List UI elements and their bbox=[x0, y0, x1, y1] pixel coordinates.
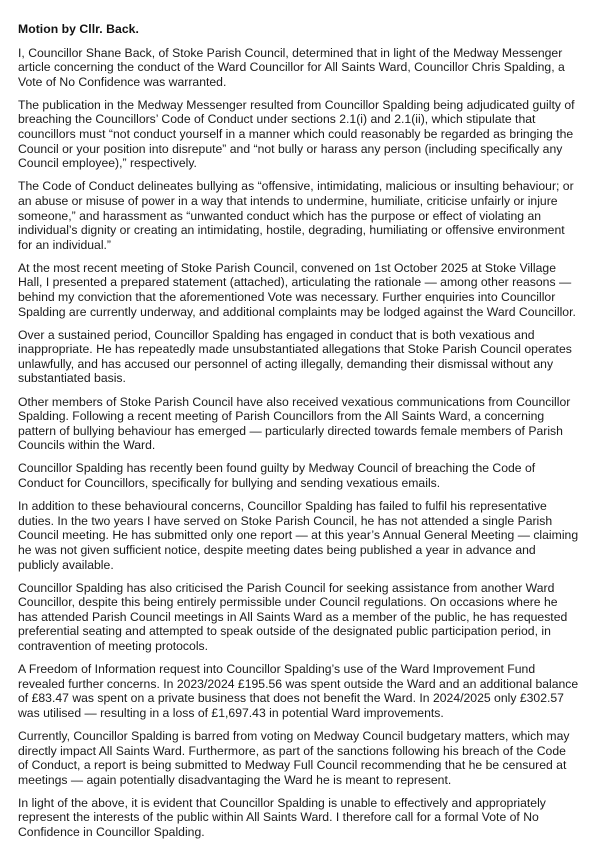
paragraph: The publication in the Medway Messenger resulted from Councillor Spalding being adjudicated guilty of breaching the Councillors’ Code of Conduct under sections 2.1(i) and 2.1(ii), which stipulate that councillors must “not conduct yourself in a manner which could reasonably be regarded as bringing the Council or your position into disrepute” and “not bully or harass any person (including specifically any Council employee),” respectively. bbox=[18, 97, 575, 171]
paragraph: A Freedom of Information request into Councillor Spalding’s use of the Ward Improvement Fund revealed further concerns. In 2023/2024 £195.56 was spent outside the Ward and an additional balance of £83.47 was spent on a private business that does not benefit the Ward. In 2024/2025 only £302.57 was utilised — resulting in a loss of £1,697.43 in potential Ward improvements. bbox=[18, 662, 579, 720]
paragraph: Councillor Spalding has also criticised the Parish Council for seeking assistance from another Ward Councillor, despite this being entirely permissible under Council regulations. On occasions where he has attended Parish Council meetings in All Saints Ward as a member of the public, he has requested preferential seating and attempted to speak outside of the designated public participation period, in contravention of meeting protocols. bbox=[18, 580, 568, 653]
paragraph: Councillor Spalding has recently been found guilty by Medway Council of breaching the Code of Conduct for Councillors, specifically for bullying and sending vexatious emails. bbox=[18, 461, 536, 491]
paragraph: Currently, Councillor Spalding is barred from voting on Medway Council budgetary matters, which may directly impact All Saints Ward. Furthermore, as part of the sanctions following his breach of the Code of Conduct, a report is being submitted to Medway Full Council recommending that he be censured at meetings — again potentially disadvantaging the Ward he is meant to represent. bbox=[18, 728, 570, 787]
paragraph: At the most recent meeting of Stoke Parish Council, convened on 1st October 2025 at Stoke Village Hall, I presented a prepared statement (attached), articulating the rationale — among other reasons — behind my conviction that the aforementioned Vote was necessary. Further enquiries into Councillor Spalding are currently underway, and additional complaints may be lodged against the Ward Councillor. bbox=[18, 260, 576, 319]
paragraph: In light of the above, it is evident that Councillor Spalding is unable to effectively and appropriately represent the interests of the public within All Saints Ward. I therefore call for a formal Vote of No Confidence in Councillor Spalding. bbox=[18, 795, 546, 839]
paragraph: The Code of Conduct delineates bullying as “offensive, intimidating, malicious or insulting behaviour; or an abuse or misuse of power in a way that intends to undermine, humiliate, criticise unfairly or injure someone,” and harassment as “unwanted conduct which has the purpose or effect of violating an individual’s dignity or creating an intimidating, hostile, degrading, humiliating or offensive environment for an individual.” bbox=[18, 179, 574, 252]
document-body bbox=[18, 46, 579, 840]
paragraph: I, Councillor Shane Back, of Stoke Parish Council, determined that in light of the Medway Messenger article concerning the conduct of the Ward Councillor for All Saints Ward, Councillor Chris Spalding, a Vote of No Confidence was warranted. bbox=[18, 45, 565, 89]
document-heading: Motion by Cllr. Back. bbox=[18, 22, 139, 36]
paragraph: Other members of Stoke Parish Council have also received vexatious communications from Councillor Spalding. Following a recent meeting of Parish Councillors from the All Saints Ward, a concerning pattern of bullying behaviour has emerged — particularly directed towards female members of Parish Councils within the Ward. bbox=[18, 394, 571, 453]
paragraph: In addition to these behavioural concerns, Councillor Spalding has failed to fulfil his representative duties. In the two years I have served on Stoke Parish Council, he has not attended a single Parish Council meeting. He has submitted only one report — at this year’s Annual General Meeting — claiming he was not given sufficient notice, despite meeting dates being published a year in advance and publicly available. bbox=[18, 499, 579, 572]
paragraph: Over a sustained period, Councillor Spalding has engaged in conduct that is both vexatious and inappropriate. He has repeatedly made unsubstantiated allegations that Stoke Parish Council operates unlawfully, and has accused our personnel of acting illegally, demanding their dismissal without any substantiated basis. bbox=[18, 327, 572, 386]
